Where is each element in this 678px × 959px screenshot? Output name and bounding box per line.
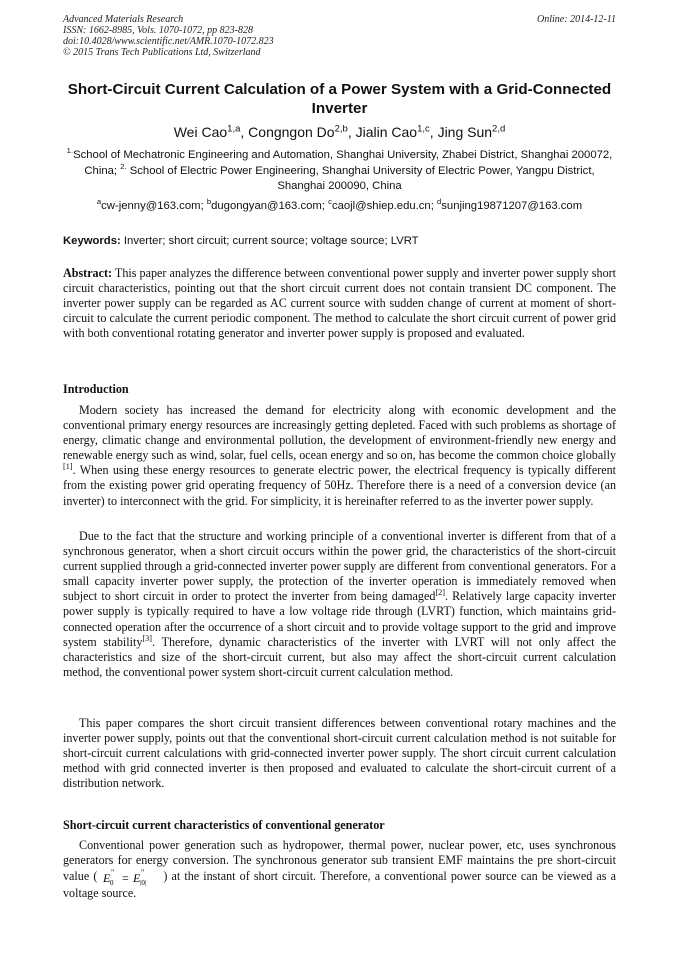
keywords-label: Keywords: [63,235,121,247]
abstract-text: This paper analyzes the difference between conventional power supply and inverter power supply short circuit characteristics, pointing out that the short circuit current does not contain transient DC component. The inverter power supply can be regarded as AC current source with sudden change of current at moment of short-circuit to calculate the current periodic component. The method to calculate the short circuit current of power grid with both conventional rotating generator and inverter power supply is proposed and evaluated. [63,266,616,341]
section2-paragraph-1 [63,838,616,901]
author-list: Wei Cao$^{1,a}$, Congngon Do$^{2,b}$, Jialin Cao$^{1,c}$, Jing Sun$^{2,d}$ [173,123,506,140]
intro-paragraph-2 [63,529,616,680]
journal-name: Advanced Materials Research [63,14,184,25]
copyright-line: © 2015 Trans Tech Publications Ltd, Switzerland [63,47,261,58]
affiliation-1: School of Mechatronic Engineering and Automation, Shanghai University, Zhabei District, Shanghai 200072, China; [73,149,613,177]
email-link[interactable]: sunjing19871207@163.com [441,200,583,212]
section-heading-conventional-generator: Short-circuit current characteristics of conventional generator [63,818,385,832]
citation-ref[interactable]: [3] [142,633,152,643]
emf-equation [100,868,160,886]
paragraph-text: . Relatively large capacity inverter power supply is typically required to have a low voltage ride through (LVRT) function, which maintains grid-connected operation after the occurrence of a short circuit and to provide voltage support to the grid and improve system stability [63,589,616,649]
author: Jing Sun [437,124,493,140]
affiliation-2: School of Electric Power Engineering, Shanghai University of Electric Power, Yangpu District, Shanghai 200090, China [129,164,595,193]
section-heading-introduction: Introduction [63,382,129,396]
eq-lhs: E [103,871,111,886]
online-date: Online: 2014-12-11 [537,14,616,25]
paragraph-text: Conventional power generation such as hydropower, thermal power, nuclear power, etc, uses synchronous generators for energy conversion. The synchronous generator sub transient EMF maintains the pre short-circuit value ( [63,838,616,883]
author: Congngon Do [248,124,335,140]
intro-paragraph-1 [63,403,616,509]
paragraph-text: Modern society has increased the demand for electricity along with economic development and the conventional primary energy resources are increasingly getting depleted. Faced with such problems as shortage of energy, climatic change and environmental pollution, the development of environment-friendly new energy and renewable energy such as wind, solar, fuel cells, ocean energy and so on, has become the common choice globally [63,403,616,463]
abstract-label: Abstract: [63,266,113,280]
paragraph-text: Due to the fact that the structure and working principle of a conventional inverter is different from that of a synchronous generator, when a short circuit occurs within the power grid, the characteristics of the short-circuit current supplied through a grid-connected inverter power supply are different from conventional generators. For a small capacity inverter power supply, the protection of the inverter operation is immediately removed when subject to short circuit in order to protect the inverter from being damaged [63,529,616,604]
paragraph-text: . Therefore, dynamic characteristics of the inverter with LVRT will not only affect the characteristics and size of the short-circuit current, but also may affect the short-circuit current calculation method, the conventional power system short-circuit current calculation method. [63,634,616,679]
email-sup: b [206,197,212,207]
email-link[interactable]: dugongyan@163.com; [211,200,325,212]
issn-line: ISSN: 1662-8985, Vols. 1070-1072, pp 823-828 [63,25,253,36]
intro-paragraph-3: This paper compares the short circuit transient differences between conventional rotary machines and the inverter power supply, points out that the conventional short-circuit current calculation method is not suitable for short-circuit current calculations with grid-connected inverter power supply. The short circuit current calculation method with grid connected inverter is then proposed and evaluated to calculate the short-circuit current of a distribution network. [63,716,616,791]
author-sup: 1,a [227,123,241,135]
running-header [63,14,616,58]
email-sup: d [436,197,442,207]
eq-operator: = [122,871,130,886]
author-sup: 2,d [492,123,506,135]
keywords-text: Inverter; short circuit; current source; voltage source; LVRT [120,235,419,247]
email-sup: a [96,197,102,207]
eq-rhs-sup: " [141,868,145,878]
author: Wei Cao [173,124,228,140]
eq-lhs-sup: " [111,868,115,878]
paragraph-text: ) at the instant of short circuit. Therefore, a conventional power source can be viewed as a voltage source. [63,868,617,901]
author-sup: 1,c [417,123,430,135]
email-link[interactable]: caojl@shiep.edu.cn; [331,200,434,212]
abstract [63,266,616,341]
affiliations [63,148,616,195]
affil-sup: 2. [120,161,127,171]
citation-ref[interactable]: [1] [63,462,73,472]
keywords [63,234,616,249]
author-sup: 2,b [334,123,348,135]
email-list [63,199,616,214]
affil-sup: 1. [66,146,74,156]
email-sup: c [328,197,332,207]
citation-ref[interactable]: [2] [435,588,445,598]
eq-rhs-sub: |0| [140,879,147,887]
email-link[interactable]: cw-jenny@163.com; [101,200,204,212]
paragraph-text: . When using these energy resources to generate electric power, the electrical frequency is typically different from the existing power grid operating frequency of 50Hz. Therefore there is a need of a conversion device (an inverter) to interconnect with the grid. For simplicity, it is hereinafter referred to as the inverter power supply. [63,463,616,508]
author: Jialin Cao [355,124,418,140]
eq-lhs-sub: 0 [110,879,114,887]
eq-rhs: E [133,871,141,886]
paper-title: Short-Circuit Current Calculation of a Power System with a Grid-Connected Inverter [67,81,612,117]
doi-line: doi:10.4028/www.scientific.net/AMR.1070-1072.823 [63,36,274,47]
